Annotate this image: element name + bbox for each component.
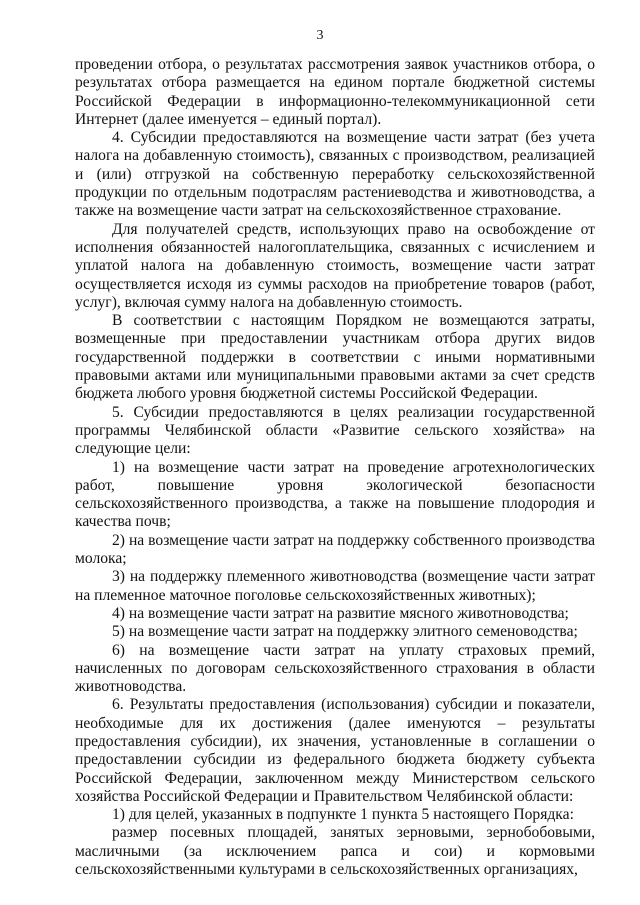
list-item-5-3: 3) на поддержку племенного животноводства (возмещение части затрат на племенное маточное поголовье сельскохозяйственных животных);	[75, 568, 595, 604]
list-item-5-4: 4) на возмещение части затрат на развитие мясного животноводства;	[112, 604, 569, 622]
paragraph-continuation: проведении отбора, о результатах рассмотрения заявок участников отбора, о результатах отбора размещается на едином портале бюджетной системы Российской Федерации в информационно-телекоммуникационной сети Интернет (далее именуется – единый портал).	[75, 56, 595, 128]
list-item-6-1: 1) для целей, указанных в подпункте 1 пункта 5 настоящего Порядка:	[112, 806, 574, 824]
paragraph-sown-area: размер посевных площадей, занятых зерновыми, зернобобовыми, масличными (за исключением рапса и сои) и кормовыми сельскохозяйственными культурами в сельскохозяйственных организациях,	[75, 824, 595, 879]
paragraph-non-reimbursable: В соответствии с настоящим Порядком не возмещаются затраты, возмещенные при предоставлении участникам отбора других видов государственной поддержки в соответствии с иными нормативными правовыми актами или муниципальными правовыми актами за счет средств бюджета любого уровня бюджетной системы Российской Федерации.	[75, 312, 595, 403]
document-body	[75, 56, 595, 879]
paragraph-item-5: 5. Субсидии предоставляются в целях реализации государственной программы Челябинской области «Развитие сельского хозяйства» на следующие цели:	[75, 403, 595, 458]
paragraph-vat-exemption: Для получателей средств, использующих право на освобождение от исполнения обязанностей налогоплательщика, связанных с исчислением и уплатой налога на добавленную стоимость, возмещение части затрат осуществляется исходя из суммы расходов на приобретение товаров (работ, услуг), включая сумму налога на добавленную стоимость.	[75, 220, 595, 311]
paragraph-item-6: 6. Результаты предоставления (использования) субсидии и показатели, необходимые для их достижения (далее именуются – результаты предоставления субсидии), их значения, установленные в соглашении о предоставлении субсидии из федерального бюджета бюджету субъекта Российской Федерации, заключенном между Министерством сельского хозяйства Российской Федерации и Правительством Челябинской области:	[75, 696, 595, 805]
list-item-5-5: 5) на возмещение части затрат на поддержку элитного семеноводства;	[112, 623, 578, 641]
list-item-5-6: 6) на возмещение части затрат на уплату страховых премий, начисленных по договорам сельскохозяйственного страхования в области животноводства.	[75, 641, 595, 696]
paragraph-item-4: 4. Субсидии предоставляются на возмещение части затрат (без учета налога на добавленную стоимость), связанных с производством, реализацией и (или) отгрузкой на собственную переработку сельскохозяйственной продукции по отдельным подотраслям растениеводства и животноводства, а также на возмещение части затрат на сельскохозяйственное страхование.	[75, 129, 595, 220]
page-number: 3	[316, 28, 324, 43]
list-item-5-1: 1) на возмещение части затрат на проведение агротехнологических работ, повышение уровня экологической безопасности сельскохозяйственного производства, а также на повышение плодородия и качества почв;	[75, 458, 595, 531]
list-item-5-2: 2) на возмещение части затрат на поддержку собственного производства молока;	[75, 531, 595, 568]
